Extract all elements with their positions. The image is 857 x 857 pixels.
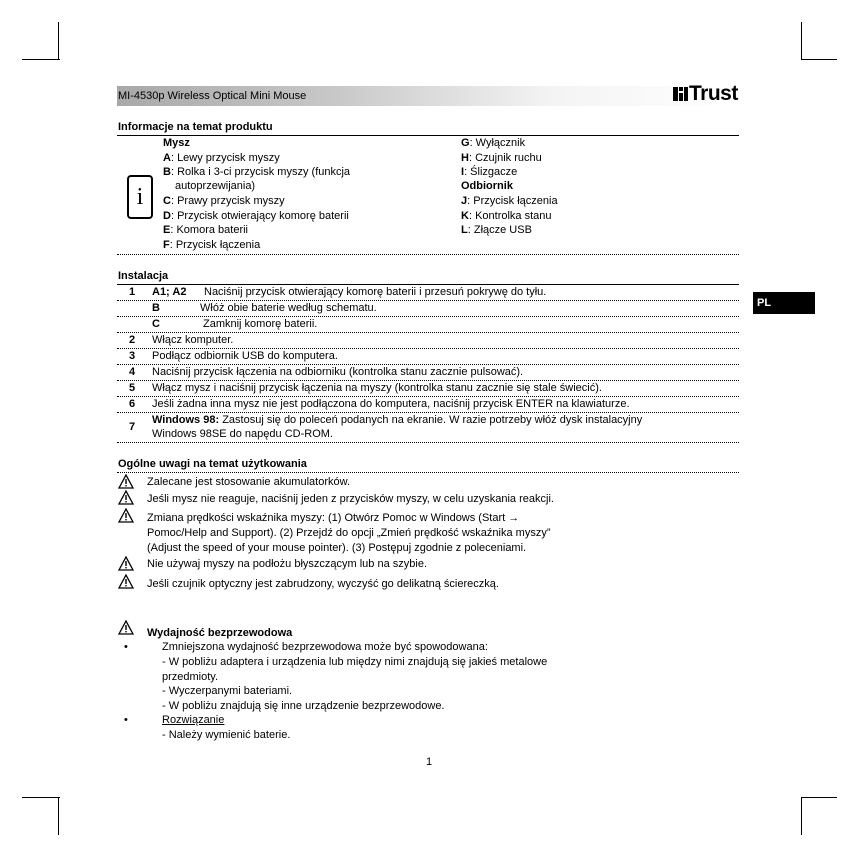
part-item-l: L: Złącze USB [461,224,532,236]
warning-triangle-icon [118,620,134,635]
note-item-continued: Pomoc/Help and Support). (2) Przejdź do opcji „Zmień prędkość wskaźnika myszy” [147,527,551,539]
wireless-title: Wydajność bezprzewodowa [147,627,293,639]
part-item-i: I: Ślizgacze [461,166,518,178]
part-item-a: A: Lewy przycisk myszy [163,152,280,164]
crop-mark-top-left-horizontal [22,59,60,60]
page-number: 1 [426,756,433,768]
crop-mark-top-right-vertical [801,22,802,60]
part-item-b-continued: autoprzewijania) [175,180,256,192]
installation-title: Instalacja [118,270,169,282]
install-divider [117,380,739,381]
warning-triangle-icon [118,574,134,589]
install-divider [117,332,739,333]
receiver-heading: Odbiornik [461,180,513,192]
wireless-cause: - Wyczerpanymi bateriami. [162,685,293,697]
warning-triangle-icon [118,490,134,505]
part-item-h: H: Czujnik ruchu [461,152,542,164]
product-info-top-rule [117,135,739,136]
general-notes-title: Ogólne uwagi na temat użytkowania [118,458,307,470]
solution-title: Rozwiązanie [162,714,225,726]
crop-mark-bottom-right-horizontal [801,797,837,798]
note-item: Zmiana prędkości wskaźnika myszy: (1) Otwórz Pomoc w Windows (Start → [147,512,520,524]
wireless-cause: przedmioty. [162,671,219,683]
crop-mark-bottom-right-vertical [801,797,802,835]
wireless-cause: - W pobliżu znajdują się inne urządzenie bezprzewodowe. [162,700,445,712]
mouse-heading: Mysz [163,137,190,149]
product-info-title: Informacje na temat produktu [118,121,273,133]
crop-mark-bottom-left-vertical [58,797,59,835]
install-divider [117,300,739,301]
part-item-k: K: Kontrolka stanu [461,210,552,222]
part-item-b: B: Rolka i 3-ci przycisk myszy (funkcja [163,166,351,178]
crop-mark-bottom-left-horizontal [22,797,60,798]
part-item-c: C: Prawy przycisk myszy [163,195,285,207]
product-info-bottom-rule [117,254,739,255]
install-divider [117,316,739,317]
logo-wordmark: Trust [689,82,738,105]
info-icon: i [127,175,153,219]
note-item: Nie używaj myszy na podłożu błyszczącym lub na szybie. [147,558,428,570]
install-divider [117,348,739,349]
bullet: • [124,714,128,726]
part-item-j: J: Przycisk łączenia [461,195,558,207]
install-step-7: 7 Windows 98: Zastosuj się do poleceń podanych na ekranie. W razie potrzeby włóż dysk instalacyjny Windows 98SE do napędu CD-ROM. [128,414,643,440]
language-tab: PL [753,292,815,314]
crop-mark-top-right-horizontal [801,59,837,60]
part-item-e: E: Komora baterii [163,224,248,236]
crop-mark-top-left-vertical [58,22,59,60]
note-item: Jeśli mysz nie reaguje, naciśnij jeden z przycisków myszy, w celu uzyskania reakcji. [147,493,554,505]
note-item-continued: (Adjust the speed of your mouse pointer). (3) Postępuj zgodnie z poleceniami. [147,542,527,554]
part-item-g: G: Wyłącznik [461,137,526,149]
part-item-f: F: Przycisk łączenia [163,239,261,251]
installation-top-rule [117,284,739,285]
bullet: • [124,641,128,653]
general-notes-rule [117,472,739,473]
product-title: MI-4530p Wireless Optical Mini Mouse [118,90,307,102]
install-divider [117,364,739,365]
warning-triangle-icon [118,556,134,571]
trust-logo [672,82,744,106]
note-item: Jeśli czujnik optyczny jest zabrudzony, wyczyść go delikatną ściereczką. [147,578,499,590]
warning-triangle-icon [118,474,134,489]
install-divider [117,396,739,397]
solution-text: - Należy wymienić baterie. [162,729,291,741]
wireless-cause-intro: Zmniejszona wydajność bezprzewodowa może być spowodowana: [162,641,488,653]
wireless-cause: - W pobliżu adaptera i urządzenia lub między nimi znajdują się jakieś metalowe [162,656,548,668]
warning-triangle-icon [118,508,134,523]
note-item: Zalecane jest stosowanie akumulatorków. [147,476,350,488]
installation-bottom-rule [117,442,739,443]
part-item-d: D: Przycisk otwierający komorę baterii [163,210,349,222]
install-divider [117,412,739,413]
